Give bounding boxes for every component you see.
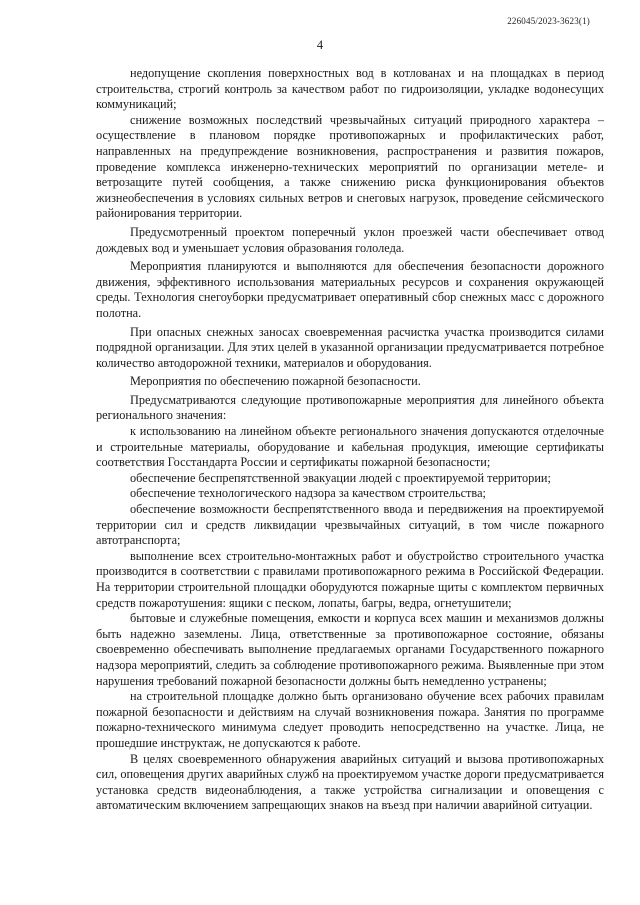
paragraph: на строительной площадке должно быть организовано обучение всех рабочих правилам пожарной безопасности и действиям на случай возникновения пожара. Занятия по программе пожарно-технического минимума следует проводить непосредственно на участке. Лица, не прошедшие инструктаж, не допускаются к работе. — [96, 689, 604, 750]
paragraph: обеспечение возможности беспрепятственного ввода и передвижения на проектируемой территории сил и средств ликвидации чрезвычайных ситуаций, в том числе пожарного автотранспорта; — [96, 502, 604, 548]
page-number: 4 — [316, 38, 324, 52]
paragraph: к использованию на линейном объекте регионального значения допускаются отделочные и строительные материалы, оборудование и кабельная продукция, имеющие сертификаты соответствия Госстандарта России и сертификаты пожарной безопасности; — [96, 424, 604, 470]
document-id: 226045/2023-3623(1) — [507, 16, 590, 26]
paragraph: В целях своевременного обнаружения аварийных ситуаций и вызова противопожарных сил, оповещения других аварийных служб на проектируемом участке дороги предусматривается установка средств видеонаблюдения, а также устройства сигнализации и оповещения с автоматическим включением запрещающих знаков на въезд при наличии аварийной ситуации. — [96, 751, 604, 813]
paragraph: бытовые и служебные помещения, емкости и корпуса всех машин и механизмов должны быть надежно заземлены. Лица, ответственные за противопожарное состояние, обязаны своевременно обеспечивать выполнение предлагаемых органами Государственного пожарного надзора мероприятий, следить за соблюдение противопожарного режима. Выявленные при этом нарушения требований пожарной безопасности должны быть немедленно устранены; — [96, 611, 604, 688]
paragraph: выполнение всех строительно-монтажных работ и обустройство строительного участка производится в соответствии с правилами противопожарного режима в Российской Федерации. На территории строительной площадки оборудуются пожарные щиты с комплектом первичных средств пожаротушения: ящики с песком, лопаты, багры, ведра, огнетушители; — [96, 548, 604, 610]
paragraph: обеспечение беспрепятственной эвакуации людей с проектируемой территории; — [130, 470, 551, 485]
document-body — [96, 66, 604, 814]
paragraph: недопущение скопления поверхностных вод в котлованах и на площадках в период строительства, строгий контроль за качеством работ по гидроизоляции, укладке водонесущих коммуникаций; — [96, 66, 604, 112]
paragraph: обеспечение технологического надзора за качеством строительства; — [130, 486, 486, 501]
paragraph: снижение возможных последствий чрезвычайных ситуаций природного характера – осуществление в плановом порядке противопожарных и профилактических работ, направленных на предупреждение возникновения, распространения и развития пожаров, проведение комплекса инженерно-технических мероприятий по организации метеле- и ветрозащите путей сообщения, а также снижению риска функционирования объектов жизнеобеспечения в условиях сильных ветров и снеговых нагрузок, проведение сейсмического районирования территории. — [96, 112, 604, 221]
paragraph: Предусматриваются следующие противопожарные мероприятия для линейного объекта регионального значения: — [96, 392, 604, 423]
paragraph: Предусмотренный проектом поперечный уклон проезжей части обеспечивает отвод дождевых вод и уменьшает условия образования гололеда. — [96, 224, 604, 255]
paragraph: Мероприятия по обеспечению пожарной безопасности. — [130, 374, 421, 389]
paragraph: При опасных снежных заносах своевременная расчистка участка производится силами подрядной организации. Для этих целей в указанной организации предусматривается потребное количество автодорожной техники, материалов и оборудования. — [96, 324, 604, 370]
paragraph: Мероприятия планируются и выполняются для обеспечения безопасности дорожного движения, эффективного использования материальных ресурсов и сохранения окружающей среды. Технология снегоуборки предусматривает оперативный сбор снежных масс с дорожного полотна. — [96, 259, 604, 320]
